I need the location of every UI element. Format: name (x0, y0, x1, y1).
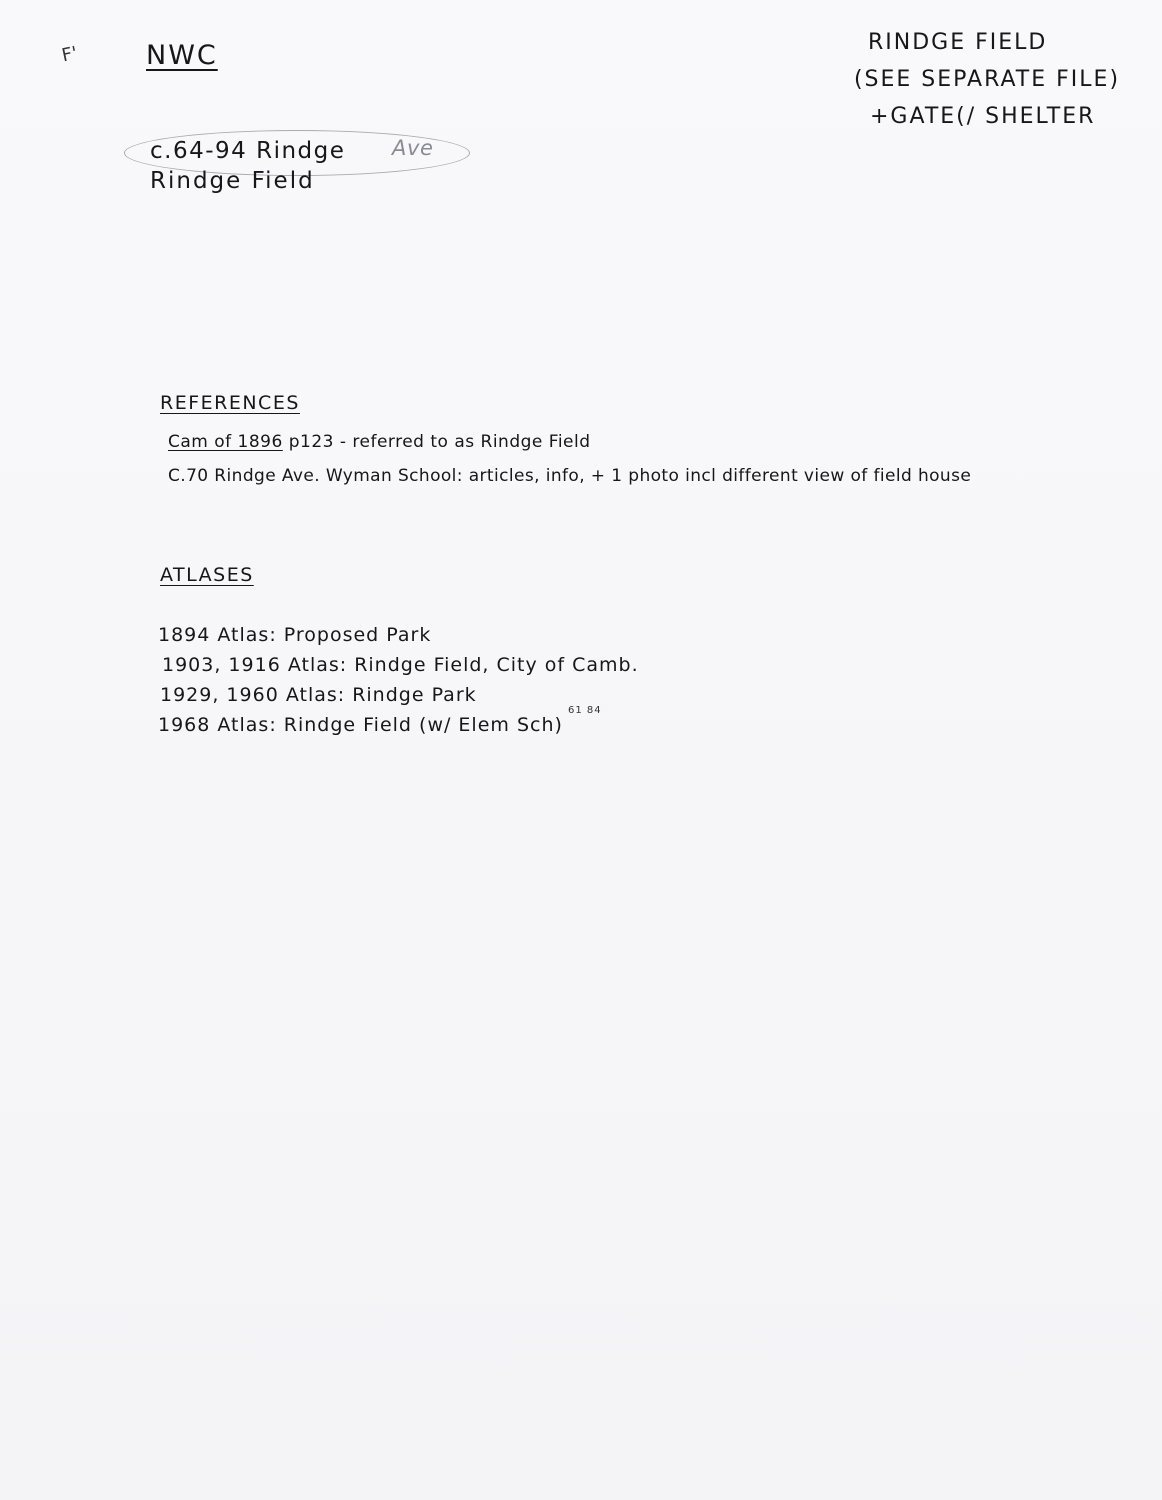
atlas-item-4-superscript-note: 61 84 (568, 705, 602, 716)
address-line-2: Rindge Field (150, 168, 315, 194)
collection-code: NWC (146, 40, 218, 71)
atlas-item: 1894 Atlas: Proposed Park (158, 624, 432, 646)
reference-item-2: C.70 Rindge Ave. Wyman School: articles, info, + 1 photo incl different view of field house (168, 466, 972, 486)
address-line-1: c.64-94 Rindge (150, 138, 346, 164)
reference-item-1-detail: p123 - referred to as Rindge Field (288, 432, 591, 452)
atlas-item: 1929, 1960 Atlas: Rindge Park (160, 684, 477, 706)
atlases-heading: ATLASES (160, 564, 254, 586)
reference-item-1-source: Cam of 1896 (168, 432, 283, 452)
atlas-item: 1903, 1916 Atlas: Rindge Field, City of Camb. (162, 654, 639, 676)
atlas-item: 1968 Atlas: Rindge Field (w/ Elem Sch) (158, 714, 563, 736)
file-note-line-2: (SEE SEPARATE FILE) (853, 67, 1121, 92)
file-note-line-1: RINDGE FIELD (868, 30, 1048, 55)
file-note-line-3: +GATE(/ SHELTER (870, 104, 1096, 129)
address-line-1-suffix: Ave (392, 136, 434, 160)
references-heading: REFERENCES (160, 392, 300, 414)
stray-pen-mark: F' (59, 42, 80, 67)
file-note (842, 24, 1132, 135)
reference-item-1 (168, 432, 591, 452)
atlas-list (158, 620, 639, 740)
